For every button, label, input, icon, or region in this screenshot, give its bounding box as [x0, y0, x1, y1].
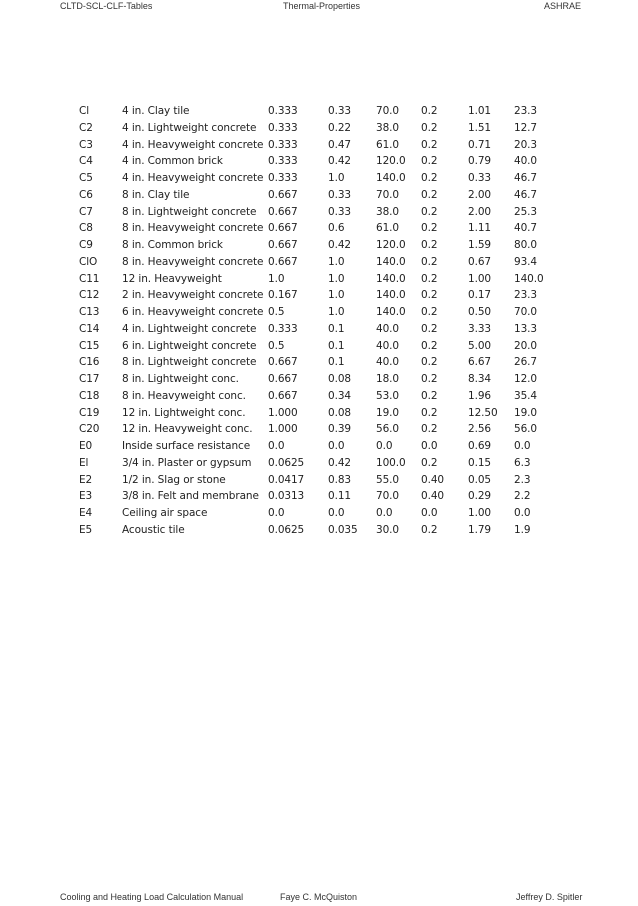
- specific-heat-cell: 0.2: [421, 423, 438, 436]
- table-row: [0, 438, 638, 455]
- thickness-cell: 0.333: [268, 155, 298, 168]
- code-cell: C8: [79, 222, 93, 235]
- thickness-cell: 0.667: [268, 239, 298, 251]
- resistance-cell: 0.29: [468, 490, 491, 503]
- header-right-text: ASHRAE: [544, 1, 582, 11]
- mass-cell: 12.0: [514, 373, 537, 385]
- table-row: [0, 254, 638, 271]
- resistance-cell: 8.34: [468, 373, 491, 385]
- mass-cell: 46.7: [514, 172, 537, 184]
- table-row: [0, 137, 638, 154]
- table-row: [0, 354, 638, 371]
- conductivity-cell: 0.33: [328, 205, 351, 218]
- density-cell: 56.0: [376, 423, 399, 436]
- table-row: [0, 522, 638, 539]
- table-row: [0, 220, 638, 237]
- mass-cell: 140.0: [514, 272, 544, 285]
- description-cell: Inside surface resistance: [122, 440, 251, 452]
- specific-heat-cell: 0.2: [421, 188, 438, 201]
- description-cell: 8 in. Heavyweight concrete: [122, 222, 264, 235]
- specific-heat-cell: 0.40: [421, 473, 444, 486]
- thickness-cell: 1.000: [268, 423, 298, 436]
- density-cell: 140.0: [376, 272, 406, 285]
- specific-heat-cell: 0.2: [421, 306, 438, 318]
- footer-left-text: Cooling and Heating Load Calculation Manual: [60, 892, 244, 902]
- specific-heat-cell: 0.2: [421, 172, 438, 184]
- thickness-cell: 1.000: [268, 406, 298, 419]
- description-cell: 4 in. Clay tile: [122, 105, 190, 117]
- table-row: [0, 388, 638, 405]
- specific-heat-cell: 0.40: [421, 490, 444, 503]
- resistance-cell: 12.50: [468, 406, 498, 419]
- conductivity-cell: 0.42: [328, 456, 351, 469]
- code-cell: C20: [79, 423, 100, 436]
- code-cell: E2: [79, 473, 93, 486]
- specific-heat-cell: 0.0: [421, 440, 438, 452]
- code-cell: C16: [79, 356, 100, 369]
- description-cell: 12 in. Heavyweight conc.: [122, 423, 253, 436]
- resistance-cell: 5.00: [468, 339, 491, 352]
- table-row: [0, 405, 638, 422]
- conductivity-cell: 0.34: [328, 389, 351, 402]
- description-cell: 12 in. Heavyweight: [122, 272, 222, 285]
- specific-heat-cell: 0.2: [421, 456, 438, 469]
- specific-heat-cell: 0.0: [421, 507, 438, 519]
- resistance-cell: 0.17: [468, 289, 491, 302]
- description-cell: 4 in. Heavyweight concrete: [122, 138, 264, 151]
- resistance-cell: 0.79: [468, 155, 491, 168]
- table-row: [0, 103, 638, 120]
- conductivity-cell: 1.0: [328, 172, 345, 184]
- thickness-cell: 0.333: [268, 121, 298, 134]
- description-cell: 8 in. Common brick: [122, 239, 223, 251]
- density-cell: 61.0: [376, 222, 399, 235]
- resistance-cell: 0.69: [468, 440, 491, 452]
- mass-cell: 1.9: [514, 523, 531, 536]
- conductivity-cell: 0.42: [328, 155, 351, 168]
- code-cell: C11: [79, 272, 100, 285]
- density-cell: 40.0: [376, 322, 399, 335]
- specific-heat-cell: 0.2: [421, 406, 438, 419]
- resistance-cell: 1.01: [468, 105, 491, 117]
- mass-cell: 35.4: [514, 389, 537, 402]
- description-cell: 1/2 in. Slag or stone: [122, 473, 226, 486]
- table-row: [0, 472, 638, 489]
- conductivity-cell: 0.0: [328, 440, 345, 452]
- table-row: [0, 371, 638, 388]
- conductivity-cell: 0.33: [328, 188, 351, 201]
- specific-heat-cell: 0.2: [421, 322, 438, 335]
- code-cell: C7: [79, 205, 93, 218]
- thickness-cell: 0.0625: [268, 523, 305, 536]
- table-row: [0, 187, 638, 204]
- resistance-cell: 0.33: [468, 172, 491, 184]
- description-cell: 3/8 in. Felt and membrane: [122, 490, 259, 503]
- thickness-cell: 0.0625: [268, 456, 305, 469]
- density-cell: 120.0: [376, 239, 406, 251]
- specific-heat-cell: 0.2: [421, 289, 438, 302]
- code-cell: E3: [79, 490, 93, 503]
- code-cell: C19: [79, 406, 100, 419]
- mass-cell: 2.3: [514, 473, 531, 486]
- thickness-cell: 1.0: [268, 272, 285, 285]
- description-cell: 4 in. Lightweight concrete: [122, 121, 257, 134]
- thickness-cell: 0.667: [268, 373, 298, 385]
- description-cell: 6 in. Heavyweight concrete: [122, 306, 264, 318]
- resistance-cell: 1.00: [468, 507, 491, 519]
- description-cell: 12 in. Lightweight conc.: [122, 406, 246, 419]
- conductivity-cell: 0.11: [328, 490, 351, 503]
- mass-cell: 2.2: [514, 490, 531, 503]
- code-cell: C4: [79, 155, 93, 168]
- density-cell: 19.0: [376, 406, 399, 419]
- thickness-cell: 0.0417: [268, 473, 305, 486]
- code-cell: C12: [79, 289, 100, 302]
- table-row: [0, 237, 638, 254]
- code-cell: C2: [79, 121, 93, 134]
- resistance-cell: 1.51: [468, 121, 491, 134]
- resistance-cell: 0.15: [468, 456, 491, 469]
- thickness-cell: 0.667: [268, 356, 298, 369]
- table-row: [0, 271, 638, 288]
- thickness-cell: 0.667: [268, 205, 298, 218]
- code-cell: Cl: [79, 105, 90, 117]
- mass-cell: 19.0: [514, 406, 537, 419]
- code-cell: C18: [79, 389, 100, 402]
- specific-heat-cell: 0.2: [421, 222, 438, 235]
- code-cell: C9: [79, 239, 93, 251]
- resistance-cell: 1.11: [468, 222, 491, 235]
- density-cell: 100.0: [376, 456, 406, 469]
- density-cell: 0.0: [376, 507, 393, 519]
- conductivity-cell: 0.1: [328, 322, 345, 335]
- conductivity-cell: 0.035: [328, 523, 358, 536]
- specific-heat-cell: 0.2: [421, 255, 438, 268]
- resistance-cell: 1.79: [468, 523, 491, 536]
- thickness-cell: 0.333: [268, 138, 298, 151]
- description-cell: 4 in. Lightweight concrete: [122, 322, 257, 335]
- code-cell: E5: [79, 523, 93, 536]
- code-cell: E4: [79, 507, 93, 519]
- description-cell: 8 in. Clay tile: [122, 188, 190, 201]
- specific-heat-cell: 0.2: [421, 523, 438, 536]
- mass-cell: 23.3: [514, 289, 537, 302]
- specific-heat-cell: 0.2: [421, 121, 438, 134]
- resistance-cell: 2.56: [468, 423, 491, 436]
- code-cell: C6: [79, 188, 93, 201]
- mass-cell: 46.7: [514, 188, 537, 201]
- resistance-cell: 0.67: [468, 255, 491, 268]
- density-cell: 140.0: [376, 306, 406, 318]
- mass-cell: 23.3: [514, 105, 537, 117]
- specific-heat-cell: 0.2: [421, 239, 438, 251]
- conductivity-cell: 0.0: [328, 507, 345, 519]
- description-cell: 8 in. Lightweight concrete: [122, 205, 257, 218]
- thickness-cell: 0.667: [268, 222, 298, 235]
- page-footer: [0, 892, 638, 906]
- thickness-cell: 0.167: [268, 289, 298, 302]
- density-cell: 38.0: [376, 121, 399, 134]
- mass-cell: 40.0: [514, 155, 537, 168]
- thickness-cell: 0.333: [268, 172, 298, 184]
- density-cell: 61.0: [376, 138, 399, 151]
- footer-right-text: Jeffrey D. Spitler: [516, 892, 583, 902]
- description-cell: 2 in. Heavyweight concrete: [122, 289, 264, 302]
- thickness-cell: 0.0313: [268, 490, 305, 503]
- mass-cell: 70.0: [514, 306, 537, 318]
- code-cell: C14: [79, 322, 100, 335]
- table-row: [0, 488, 638, 505]
- mass-cell: 20.0: [514, 339, 537, 352]
- mass-cell: 56.0: [514, 423, 537, 436]
- density-cell: 53.0: [376, 389, 399, 402]
- code-cell: E0: [79, 440, 93, 452]
- mass-cell: 6.3: [514, 456, 531, 469]
- thickness-cell: 0.333: [268, 105, 298, 117]
- description-cell: 4 in. Common brick: [122, 155, 223, 168]
- conductivity-cell: 1.0: [328, 255, 345, 268]
- table-row: [0, 287, 638, 304]
- resistance-cell: 1.96: [468, 389, 491, 402]
- specific-heat-cell: 0.2: [421, 389, 438, 402]
- mass-cell: 25.3: [514, 205, 537, 218]
- density-cell: 38.0: [376, 205, 399, 218]
- thickness-cell: 0.667: [268, 188, 298, 201]
- density-cell: 40.0: [376, 339, 399, 352]
- conductivity-cell: 0.08: [328, 406, 351, 419]
- description-cell: 8 in. Heavyweight conc.: [122, 389, 246, 402]
- description-cell: 8 in. Lightweight conc.: [122, 373, 239, 385]
- conductivity-cell: 0.1: [328, 356, 345, 369]
- conductivity-cell: 0.42: [328, 239, 351, 251]
- resistance-cell: 1.00: [468, 272, 491, 285]
- code-cell: El: [79, 456, 89, 469]
- header-left-text: CLTD-SCL-CLF-Tables: [60, 1, 153, 11]
- density-cell: 30.0: [376, 523, 399, 536]
- specific-heat-cell: 0.2: [421, 339, 438, 352]
- thickness-cell: 0.0: [268, 440, 285, 452]
- conductivity-cell: 1.0: [328, 306, 345, 318]
- mass-cell: 93.4: [514, 255, 537, 268]
- density-cell: 18.0: [376, 373, 399, 385]
- description-cell: 6 in. Lightweight concrete: [122, 339, 257, 352]
- thickness-cell: 0.333: [268, 322, 298, 335]
- description-cell: 8 in. Lightweight concrete: [122, 356, 257, 369]
- table-row: [0, 421, 638, 438]
- conductivity-cell: 0.47: [328, 138, 351, 151]
- density-cell: 70.0: [376, 490, 399, 503]
- page-header: [0, 1, 638, 15]
- conductivity-cell: 0.83: [328, 473, 351, 486]
- table-row: [0, 304, 638, 321]
- header-center-text: Thermal-Properties: [283, 1, 361, 11]
- mass-cell: 0.0: [514, 507, 531, 519]
- conductivity-cell: 1.0: [328, 272, 345, 285]
- density-cell: 120.0: [376, 155, 406, 168]
- mass-cell: 20.3: [514, 138, 537, 151]
- thickness-cell: 0.667: [268, 255, 298, 268]
- description-cell: 8 in. Heavyweight concrete: [122, 255, 264, 268]
- thickness-cell: 0.5: [268, 306, 285, 318]
- mass-cell: 12.7: [514, 121, 537, 134]
- resistance-cell: 0.50: [468, 306, 491, 318]
- density-cell: 70.0: [376, 188, 399, 201]
- density-cell: 140.0: [376, 289, 406, 302]
- specific-heat-cell: 0.2: [421, 205, 438, 218]
- resistance-cell: 2.00: [468, 205, 491, 218]
- specific-heat-cell: 0.2: [421, 356, 438, 369]
- conductivity-cell: 0.39: [328, 423, 351, 436]
- conductivity-cell: 0.6: [328, 222, 345, 235]
- specific-heat-cell: 0.2: [421, 138, 438, 151]
- table-row: [0, 321, 638, 338]
- thickness-cell: 0.5: [268, 339, 285, 352]
- code-cell: ClO: [79, 255, 98, 268]
- specific-heat-cell: 0.2: [421, 105, 438, 117]
- density-cell: 40.0: [376, 356, 399, 369]
- conductivity-cell: 0.22: [328, 121, 351, 134]
- mass-cell: 0.0: [514, 440, 531, 452]
- table-row: [0, 455, 638, 472]
- specific-heat-cell: 0.2: [421, 272, 438, 285]
- density-cell: 0.0: [376, 440, 393, 452]
- resistance-cell: 0.71: [468, 138, 491, 151]
- conductivity-cell: 0.08: [328, 373, 351, 385]
- specific-heat-cell: 0.2: [421, 155, 438, 168]
- conductivity-cell: 0.1: [328, 339, 345, 352]
- mass-cell: 26.7: [514, 356, 537, 369]
- thickness-cell: 0.667: [268, 389, 298, 402]
- table-row: [0, 120, 638, 137]
- conductivity-cell: 1.0: [328, 289, 345, 302]
- density-cell: 140.0: [376, 255, 406, 268]
- description-cell: 4 in. Heavyweight concrete: [122, 172, 264, 184]
- code-cell: C5: [79, 172, 93, 184]
- conductivity-cell: 0.33: [328, 105, 351, 117]
- footer-center-text: Faye C. McQuiston: [280, 892, 358, 902]
- density-cell: 70.0: [376, 105, 399, 117]
- thermal-properties-table: [0, 103, 638, 539]
- resistance-cell: 0.05: [468, 473, 491, 486]
- mass-cell: 13.3: [514, 322, 537, 335]
- table-row: [0, 204, 638, 221]
- code-cell: C3: [79, 138, 93, 151]
- code-cell: C13: [79, 306, 100, 318]
- description-cell: Acoustic tile: [122, 523, 185, 536]
- thickness-cell: 0.0: [268, 507, 285, 519]
- table-row: [0, 153, 638, 170]
- description-cell: Ceiling air space: [122, 507, 208, 519]
- code-cell: C17: [79, 373, 100, 385]
- description-cell: 3/4 in. Plaster or gypsum: [122, 456, 252, 469]
- density-cell: 55.0: [376, 473, 399, 486]
- table-row: [0, 338, 638, 355]
- table-row: [0, 170, 638, 187]
- resistance-cell: 1.59: [468, 239, 491, 251]
- mass-cell: 40.7: [514, 222, 537, 235]
- resistance-cell: 3.33: [468, 322, 491, 335]
- resistance-cell: 2.00: [468, 188, 491, 201]
- specific-heat-cell: 0.2: [421, 373, 438, 385]
- mass-cell: 80.0: [514, 239, 537, 251]
- code-cell: C15: [79, 339, 100, 352]
- table-row: [0, 505, 638, 522]
- resistance-cell: 6.67: [468, 356, 491, 369]
- density-cell: 140.0: [376, 172, 406, 184]
